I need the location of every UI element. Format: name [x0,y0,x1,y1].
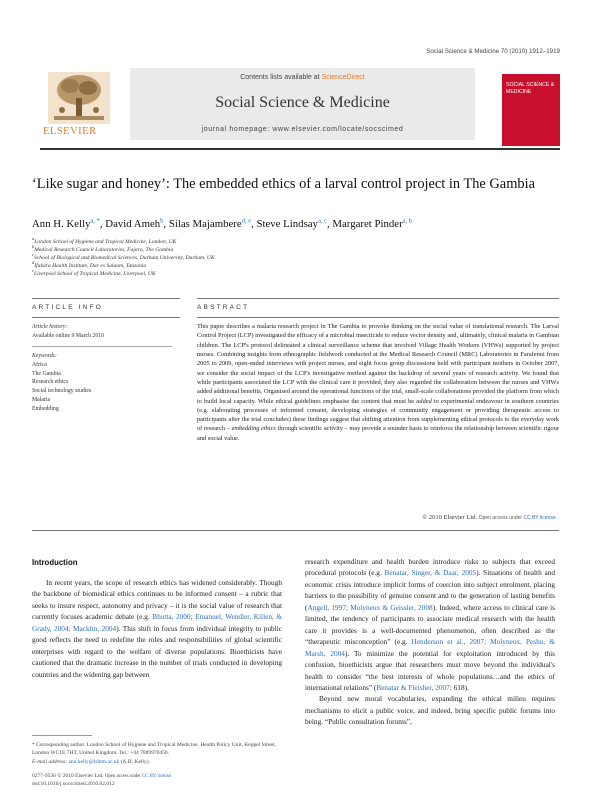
keyword: Embedding [32,405,59,412]
license-link[interactable]: CC BY license. [523,515,557,521]
divider [197,317,559,318]
author-affiliation-marker[interactable]: a, * [90,217,100,225]
contents-line [130,74,475,81]
elsevier-logo [40,68,118,140]
email-line: E-mail address: ann.kelly@lshtm.ac.uk (A.H. Kelly). [32,758,150,765]
body-column-right [305,556,555,728]
divider [32,530,559,531]
author-name[interactable]: Ann H. Kelly [32,218,91,230]
article-info [32,323,172,413]
affiliation-item: $^a$London School of Hygiene and Tropical Medicine, London, UK [32,236,177,245]
footnote [32,741,282,766]
author-name[interactable]: Silas Majambere [168,218,242,230]
citation-link[interactable]: Henderson et al., 2007; Molyneux, Peshu, & Marsh, 2004 [305,637,555,658]
paragraph: research expenditure and health burden introduce risks to subjects that exceed procedural protocols (e.g. Benatar, Singer, & Daar, 2005). Situations of health and economic crisis introduce implicit forms of coercion into subject enrolment, placing barriers to the possibility of genuine consent and to the generation of lasting benefits (Angell, 1997; Molyneux & Geissler, 2008). Indeed, where access to clinical care is limited, the tendency of participants to associate medical research with the health care it provides is a well-documented phenomenon, often described as the “therapeutic misconception” (e.g. Henderson et al., 2007; Molyneux, Peshu, & Marsh, 2004). To minimize the potential for exploitation introduced by this confusion, bioethicists argue that researchers must move beyond the individual's health to consider “the best interests of whole populations…and the ethics of international relations” (Benatar & Fleisher, 2007: 618). [305,557,555,692]
keywords-label: Keywords: [32,353,57,360]
journal-header [40,68,560,152]
publisher-wordmark: ELSEVIER [43,126,97,137]
keyword: Africa [32,362,47,369]
corresponding-author-note: * Corresponding author. London School of Hygiene and Tropical Medicine, Health Policy Unit, Keppel Street, London WC1E 7HT, United Kingdom. Tel.: +44 7889970450. [32,742,276,757]
affiliation-item: $^b$Medical Research Council Laboratories, Fajara, The Gambia [32,244,174,254]
author-name[interactable]: David Ameh [105,218,161,230]
doi[interactable]: doi:10.1016/j.socscimed.2010.02.012 [32,781,115,788]
history-value: Available online 9 March 2010 [32,332,105,339]
journal-cover-image [502,74,560,146]
journal-homepage[interactable]: journal homepage: www.elsevier.com/locate/socscimed [201,126,404,133]
affiliation-list [32,238,432,279]
citation-link[interactable]: Angell, 1997; Molyneux & Geissler, 2008 [307,602,433,612]
divider [32,298,180,299]
citation-link[interactable]: Benatar & Fleisher, 2007 [376,682,450,692]
affiliation-item: $^d$Ifakara Health Institute, Dar es Salaam, Tanzania [32,260,147,270]
paragraph: Beyond new moral vocabularies, expanding the ethical milieu requires mechanisms to elicit a public voice, and indeed, bring specific public forums into being. “Public consultation forums”, [305,694,555,727]
citation-link[interactable]: Bhutta, 2000; Emanuel, Wendler, Killen, & Grady, 2004; Macklin, 2004 [32,612,282,633]
keyword: Social technology studies [32,388,92,395]
author-list: Ann H. Kelly$^{a, *}$, David Ameh$^b$, Silas Majambere$^{d, e}$, Steve Lindsay$^{a, c}$, Margaret Pinder$^{a, b}$ [32,217,413,230]
journal-reference: Social Science & Medicine 70 (2010) 1912–1919 [426,48,560,55]
history-label: Article history: [32,324,68,330]
author-affiliation-marker[interactable]: a, b [402,217,413,225]
divider [32,317,180,318]
journal-title: Social Science & Medicine [215,94,390,111]
keyword: Research ethics [32,379,69,386]
affiliation-item: $^e$Liverpool School of Tropical Medicine, Liverpool, UK [32,268,156,278]
footnote-rule [32,735,92,736]
article-info-heading: ARTICLE INFO [32,304,104,311]
sciencedirect-link[interactable]: ScienceDirect [321,74,365,81]
elsevier-tree-icon [40,68,118,126]
paper-title: ‘Like sugar and honey’: The embedded ethics of a larval control project in The Gambia [32,176,535,192]
copyright-line [200,514,557,521]
paragraph: In recent years, the scope of research ethics has widened considerably. Though the backbone of biomedical ethics continues to be informed consent – a rubric that seeks to insure respect, autonomy and privacy – it is the social value of research that currently focuses academic debate (e.g. Bhutta, 2000; Emanuel, Wendler, Killen, & Grady, 2004; Macklin, 2004). This shift in focus from individual integrity to public good reflects the need to redefine the roles and responsibilities of global scientific enterprises with regard to the welfare of diverse populations. Bioethicists have cautioned that the dramatic increase in the number of trials conducted in developing countries and the widening gap between [32,578,282,679]
keyword: Malaria [32,396,51,403]
author-affiliation-marker[interactable]: b [160,217,164,225]
open-access-note: Open access under CC BY license. [478,515,557,521]
license-link[interactable]: CC BY license. [142,774,172,779]
author-affiliation-marker[interactable]: a, c [317,217,327,225]
divider [197,298,559,299]
abstract-body: This paper describes a malaria research project in The Gambia to provoke thinking on the social value of translational research. The Larval Control Project (LCP) investigated the efficacy of a microbial insecticide to reduce vector density and, ultimately, clinical malaria in Gambian children. The LCP's protocol delineated a clinical surveillance scheme that involved Village Health Workers (VHWs) supported by project nurses. Combining insights from ethnographic fieldwork conducted at the Medical Research Council (MRC) Laboratories in Farafenni from 2005 to 2009, open-ended interviews with project nurses, and eight focus group discussions held with participant mothers in October 2007, we consider the social impact of the LCP's investigative method against the backdrop of several years of research activity. We found that while participants associated the LCP with the clinical care it provided, they also regarded the collaboration between the nurses and VHWs added additional benefits. Organised around the operational functions of the trial, small-scale collaborations provided the platform from which to build local capacity. While ethical guidelines emphasise the content that must be added to experimental endeavour in southern countries (e.g. elaborating processes of informed consent, developing strategies of community engagement or providing therapeutic access to participants after the trial concludes) these findings suggest that shifting attention from supplementing ethical protocols to the everyday work of research – embedding ethics through scientific activity – may provide a sounder basis to reinforce the relationship between scientific rigour and social value. [197,323,560,442]
author-name[interactable]: Steve Lindsay [256,218,318,230]
copyright-text: © 2010 Elsevier Ltd. [422,514,478,521]
email-link[interactable]: ann.kelly@lshtm.ac.uk [68,758,120,765]
issn-block: 0277-9536 © 2010 Elsevier Ltd. Open access under CC BY license. doi:10.1016/j.socscimed.2010.02.012 [32,772,292,789]
keyword: The Gambia [32,370,61,377]
citation-link[interactable]: Benatar, Singer, & Daar, 2005 [384,568,477,578]
contents-prefix: Contents lists available at [240,74,322,81]
abstract-heading: ABSTRACT [197,304,250,311]
body-column-left [32,577,282,680]
affiliation-item: $^c$School of Biological and Biomedical Sciences, Durham University, Durham, UK [32,252,215,262]
section-heading: Introduction [32,558,78,567]
author-name[interactable]: Margaret Pinder [332,218,403,230]
author-affiliation-marker[interactable]: d, e [241,217,252,225]
cover-title: SOCIAL SCIENCE & MEDICINE [506,82,555,95]
divider [32,346,172,347]
header-divider [40,148,560,150]
